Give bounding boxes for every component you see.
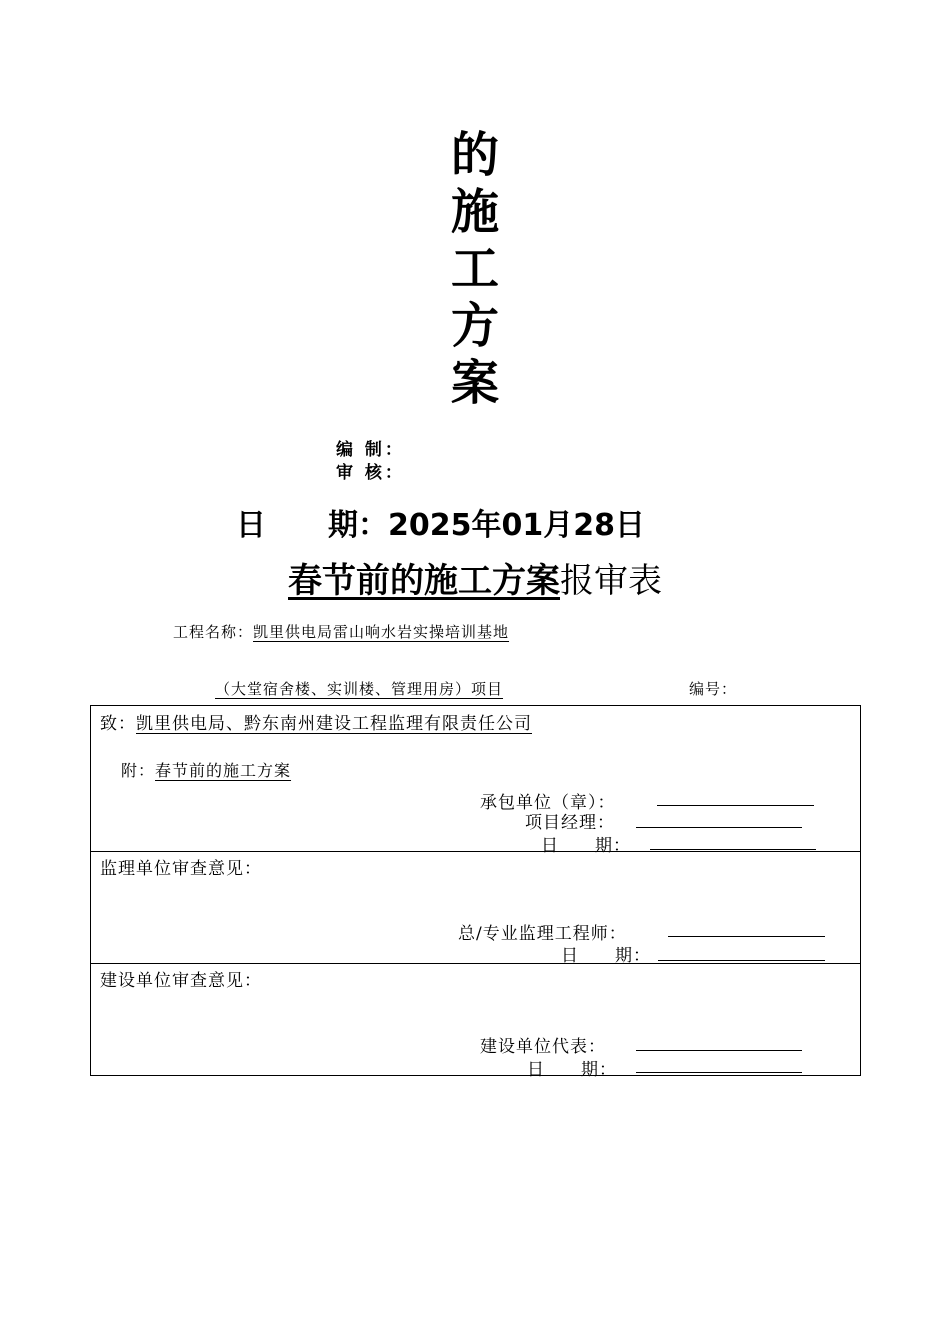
cover-title-char: 案 xyxy=(450,355,499,411)
reviewed-by-label: 审 核： xyxy=(336,463,405,483)
attachment-value: 春节前的施工方案 xyxy=(155,761,292,780)
project-name-row xyxy=(173,621,509,642)
supervision-date-label: 日 期： xyxy=(561,946,651,966)
approval-form-table xyxy=(90,705,861,1080)
contractor-signature-line xyxy=(657,805,814,806)
cover-title-char: 施 xyxy=(450,184,499,240)
form-number-label: 编号： xyxy=(689,680,738,698)
cover-date xyxy=(236,500,645,544)
supervision-section xyxy=(91,852,860,964)
project-manager-signature-line xyxy=(636,827,802,828)
contractor-label: 承包单位（章）： xyxy=(480,793,616,813)
cover-title-char: 工 xyxy=(450,241,499,297)
supervising-engineer-label: 总/专业监理工程师： xyxy=(458,924,627,944)
cover-title-char: 的 xyxy=(450,127,499,183)
form-title xyxy=(0,553,950,602)
supervision-opinion-label: 监理单位审查意见： xyxy=(100,859,262,879)
submission-section xyxy=(91,706,860,856)
cover-title-char: 方 xyxy=(450,298,499,354)
submission-date-line xyxy=(650,849,816,850)
prepared-by-label: 编 制： xyxy=(336,440,405,460)
addressee-label: 致： xyxy=(100,714,136,734)
attachment-row xyxy=(121,758,291,781)
cover-date-value: 期：2025年01月28日 xyxy=(328,508,645,543)
attachment-label: 附： xyxy=(121,761,156,780)
project-manager-label: 项目经理： xyxy=(525,813,615,833)
owner-section xyxy=(91,964,860,1080)
addressee-row xyxy=(100,709,532,734)
form-title-suffix: 报审表 xyxy=(560,561,662,601)
project-name-value-2: （大堂宿舍楼、实训楼、管理用房）项目 xyxy=(215,680,504,698)
cover-date-label: 日 xyxy=(236,508,266,543)
addressee-value: 凯里供电局、黔东南州建设工程监理有限责任公司 xyxy=(136,714,532,734)
form-title-subject: 春节前的施工方案 xyxy=(288,561,560,601)
owner-representative-label: 建设单位代表： xyxy=(480,1037,606,1057)
submission-date-label: 日 期： xyxy=(541,836,631,856)
owner-date-label: 日 期： xyxy=(527,1060,617,1080)
project-name-label: 工程名称： xyxy=(173,623,254,641)
owner-opinion-label: 建设单位审查意见： xyxy=(100,971,262,991)
owner-signature-line xyxy=(636,1050,802,1051)
project-name-row-2 xyxy=(215,678,503,699)
supervision-date-line xyxy=(658,960,825,961)
engineer-signature-line xyxy=(668,936,825,937)
owner-date-line xyxy=(636,1072,802,1073)
project-name-value: 凯里供电局雷山响水岩实操培训基地 xyxy=(253,623,510,641)
